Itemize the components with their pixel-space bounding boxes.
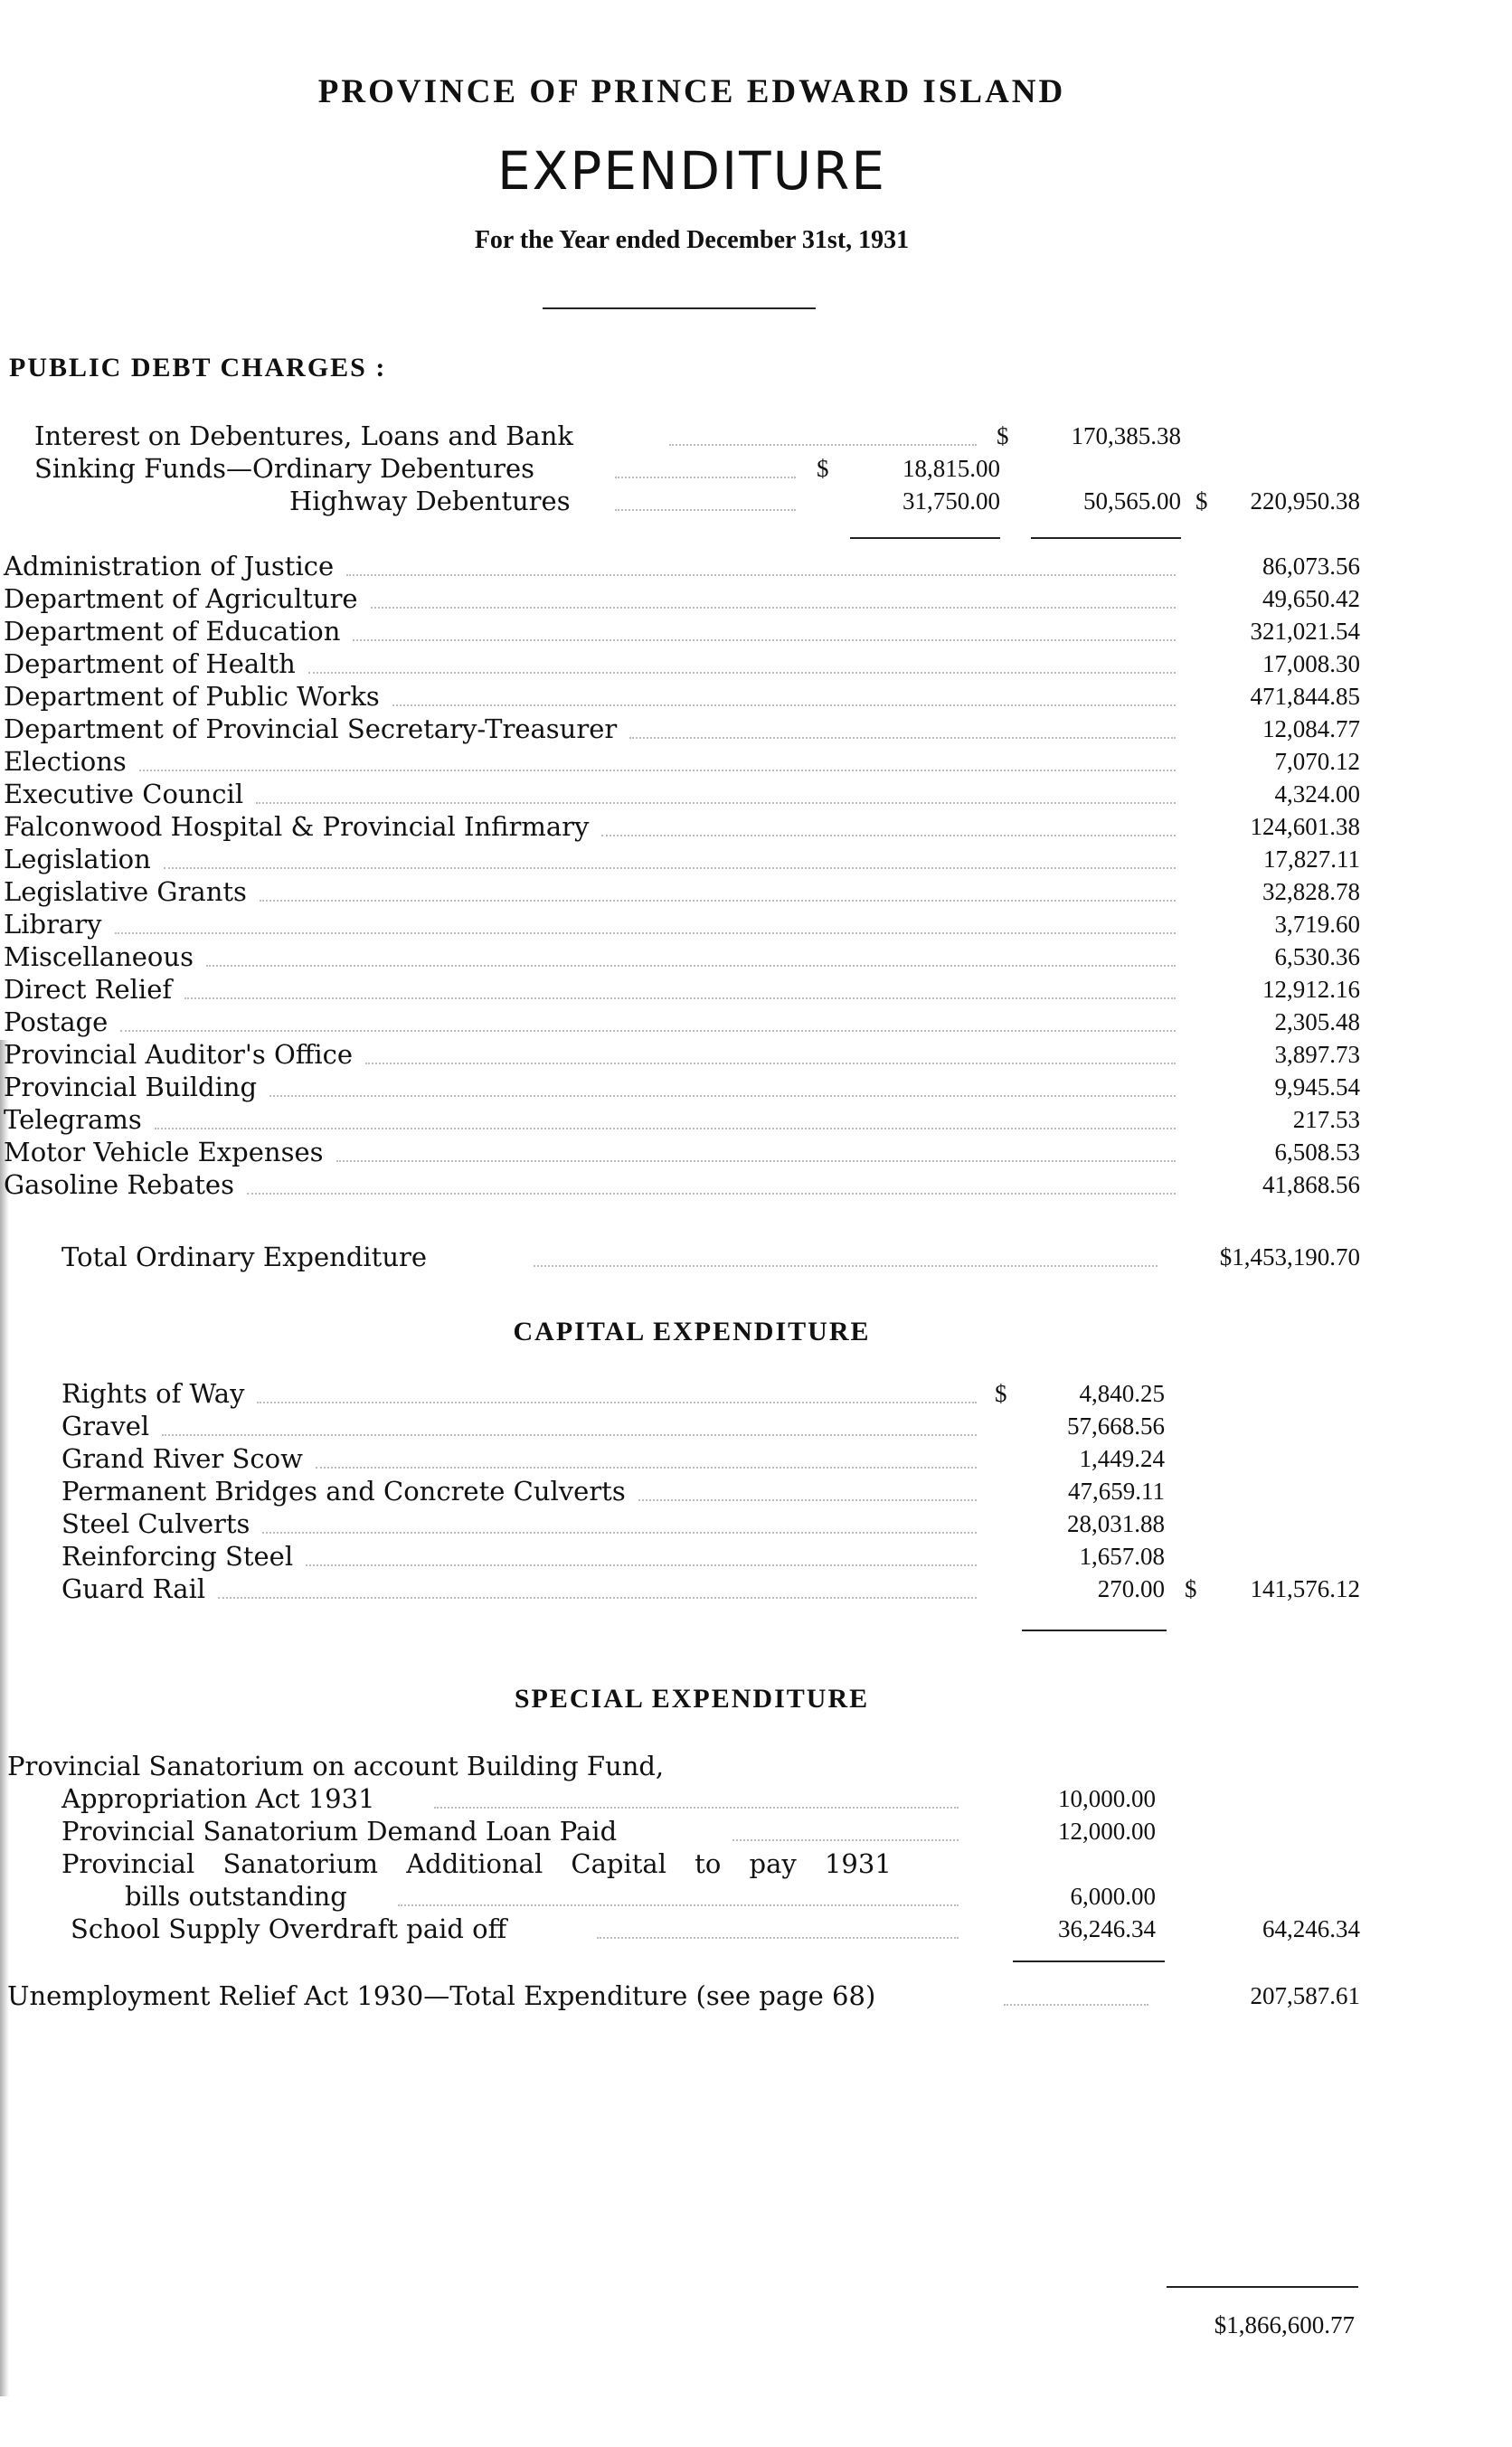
department-amount: 9,945.54 xyxy=(1274,1073,1360,1101)
public-debt-total: 220,950.38 xyxy=(1250,487,1360,515)
sinking-total-amount: 50,565.00 xyxy=(1083,487,1181,515)
page-title: EXPENDITURE xyxy=(497,140,886,202)
department-label: Direct Relief xyxy=(4,974,173,1005)
department-label: Provincial Building xyxy=(4,1072,258,1102)
department-label: Department of Agriculture xyxy=(4,583,358,614)
department-amount: 3,897.73 xyxy=(1274,1041,1360,1068)
special-heading: SPECIAL EXPENDITURE xyxy=(514,1684,870,1714)
department-label: Department of Education xyxy=(4,616,341,647)
dollar-sign: $ xyxy=(995,1380,1007,1407)
leader-dots xyxy=(218,1597,977,1599)
department-row xyxy=(0,779,1384,811)
capital-rule xyxy=(1022,1630,1167,1631)
special-line2 xyxy=(0,1783,1384,1816)
capital-label: Reinforcing Steel xyxy=(61,1541,294,1572)
leader-dots xyxy=(316,1467,977,1469)
capital-row xyxy=(0,1443,1384,1476)
special-rule xyxy=(1013,1960,1165,1962)
department-row xyxy=(0,1104,1384,1137)
department-amount: 32,828.78 xyxy=(1262,878,1360,905)
department-label: Library xyxy=(4,909,102,940)
department-row xyxy=(0,583,1384,616)
department-label: Gasoline Rebates xyxy=(4,1169,234,1200)
special-text: School Supply Overdraft paid off xyxy=(71,1913,507,1944)
department-label: Legislative Grants xyxy=(4,876,247,907)
capital-amount: 270.00 xyxy=(1097,1575,1165,1602)
capital-row xyxy=(0,1476,1384,1508)
department-row xyxy=(0,844,1384,876)
leader-dots xyxy=(120,1030,1176,1032)
department-amount: 12,912.16 xyxy=(1262,976,1360,1003)
department-amount: 12,084.77 xyxy=(1262,715,1360,742)
total-ordinary-label: Total Ordinary Expenditure xyxy=(61,1242,428,1272)
dollar-sign: $ xyxy=(997,422,1009,449)
special-line6 xyxy=(0,1913,1384,1946)
leader-dots xyxy=(257,1402,977,1403)
grand-total: $1,866,600.77 xyxy=(1214,2311,1355,2338)
special-text: Appropriation Act 1931 xyxy=(61,1783,375,1814)
special-line3 xyxy=(0,1816,1384,1848)
department-label: Administration of Justice xyxy=(4,551,335,581)
special-text: Provincial Sanatorium on account Building Fund, xyxy=(7,1751,665,1781)
department-row xyxy=(0,746,1384,779)
department-amount: 2,305.48 xyxy=(1274,1008,1360,1035)
public-debt-heading: PUBLIC DEBT CHARGES : xyxy=(9,353,387,383)
department-amount: 6,530.36 xyxy=(1274,943,1360,970)
leader-dots xyxy=(115,932,1176,934)
total-ordinary-amount: $1,453,190.70 xyxy=(1219,1243,1360,1271)
special-line1 xyxy=(0,1751,1384,1783)
interest-amount: 170,385.38 xyxy=(1071,422,1181,449)
department-row xyxy=(0,909,1384,941)
leader-dots xyxy=(638,1499,977,1501)
dollar-sign: $ xyxy=(1185,1575,1197,1602)
capital-label: Guard Rail xyxy=(61,1573,206,1604)
leader-dots xyxy=(308,672,1176,674)
department-row xyxy=(0,681,1384,713)
department-label: Postage xyxy=(4,1006,109,1037)
leader-dots xyxy=(206,965,1176,967)
department-amount: 7,070.12 xyxy=(1274,748,1360,775)
special-line4 xyxy=(0,1848,1384,1881)
capital-heading: CAPITAL EXPENDITURE xyxy=(513,1317,871,1346)
capital-amount: 4,840.25 xyxy=(1079,1380,1165,1407)
capital-row xyxy=(0,1508,1384,1541)
capital-row xyxy=(0,1411,1384,1443)
capital-amount: 47,659.11 xyxy=(1068,1478,1165,1505)
department-amount: 17,827.11 xyxy=(1263,846,1360,873)
page-subtitle: For the Year ended December 31st, 1931 xyxy=(474,226,910,254)
highway-label: Highway Debentures xyxy=(289,486,571,516)
department-amount: 4,324.00 xyxy=(1274,780,1360,808)
department-amount: 124,601.38 xyxy=(1250,813,1360,840)
department-label: Legislation xyxy=(4,844,151,874)
capital-label: Permanent Bridges and Concrete Culverts xyxy=(61,1476,626,1507)
header-rule xyxy=(543,307,816,309)
special-text: bills outstanding xyxy=(125,1881,347,1912)
leader-dots xyxy=(669,444,977,446)
leader-dots xyxy=(732,1839,959,1841)
department-row xyxy=(0,974,1384,1006)
department-amount: 6,508.53 xyxy=(1274,1138,1360,1166)
leader-dots xyxy=(1004,2004,1148,2006)
department-row xyxy=(0,551,1384,583)
capital-amount: 1,657.08 xyxy=(1079,1543,1165,1570)
department-label: Executive Council xyxy=(4,779,244,809)
total-ordinary-row xyxy=(0,1242,1384,1274)
special-amount: 12,000.00 xyxy=(1058,1818,1156,1845)
leader-dots xyxy=(155,1128,1176,1129)
capital-label: Grand River Scow xyxy=(61,1443,303,1474)
department-amount: 86,073.56 xyxy=(1262,553,1360,580)
leader-dots xyxy=(434,1807,959,1809)
leader-dots xyxy=(371,607,1176,609)
sinking-label: Sinking Funds—Ordinary Debentures xyxy=(34,453,535,484)
department-amount: 321,021.54 xyxy=(1250,618,1360,645)
department-label: Department of Public Works xyxy=(4,681,380,712)
department-row xyxy=(0,1169,1384,1202)
leader-dots xyxy=(365,1063,1176,1064)
leader-dots xyxy=(346,574,1176,576)
department-label: Department of Provincial Secretary-Treasurer xyxy=(4,713,618,744)
special-total: 64,246.34 xyxy=(1262,1915,1360,1942)
leader-dots xyxy=(615,509,796,511)
special-amount: 10,000.00 xyxy=(1058,1785,1156,1812)
department-row xyxy=(0,713,1384,746)
capital-row xyxy=(0,1541,1384,1573)
department-amount: 17,008.30 xyxy=(1262,650,1360,677)
province-heading: PROVINCE OF PRINCE EDWARD ISLAND xyxy=(317,73,1066,110)
unemployment-label: Unemployment Relief Act 1930—Total Expenditure (see page 68) xyxy=(7,1980,876,2011)
unemployment-amount: 207,587.61 xyxy=(1250,1982,1360,2009)
capital-label: Steel Culverts xyxy=(61,1508,250,1539)
capital-label: Gravel xyxy=(61,1411,150,1441)
capital-amount: 57,668.56 xyxy=(1067,1412,1165,1440)
special-line5 xyxy=(0,1881,1384,1913)
unemployment-row xyxy=(0,1980,1384,2013)
leader-dots xyxy=(184,997,1176,999)
department-amount: 471,844.85 xyxy=(1250,683,1360,710)
leader-dots xyxy=(534,1265,1158,1267)
dollar-sign: $ xyxy=(1195,487,1208,515)
capital-total: 141,576.12 xyxy=(1250,1575,1360,1602)
department-row xyxy=(0,941,1384,974)
department-label: Elections xyxy=(4,746,127,777)
department-amount: 3,719.60 xyxy=(1274,911,1360,938)
department-label: Department of Health xyxy=(4,648,296,679)
department-label: Falconwood Hospital & Provincial Infirmary xyxy=(4,811,590,842)
department-row xyxy=(0,648,1384,681)
interest-label: Interest on Debentures, Loans and Bank xyxy=(34,420,573,451)
leader-dots xyxy=(139,770,1176,771)
capital-label: Rights of Way xyxy=(61,1378,245,1409)
sinking-ordinary-row xyxy=(0,453,1384,486)
leader-dots xyxy=(353,639,1176,641)
leader-dots xyxy=(164,867,1176,869)
sinking-highway-row xyxy=(0,486,1384,518)
department-row xyxy=(0,1072,1384,1104)
leader-dots xyxy=(398,1904,959,1906)
special-amount: 36,246.34 xyxy=(1058,1915,1156,1942)
department-row xyxy=(0,811,1384,844)
capital-row xyxy=(0,1573,1384,1606)
department-label: Motor Vehicle Expenses xyxy=(4,1137,324,1167)
subtotal-rule xyxy=(850,537,1000,539)
capital-amount: 28,031.88 xyxy=(1067,1510,1165,1537)
special-text: Provincial Sanatorium Additional Capital to pay 1931 xyxy=(61,1848,892,1879)
leader-dots xyxy=(269,1095,1176,1097)
leader-dots xyxy=(162,1434,977,1436)
department-label: Miscellaneous xyxy=(4,941,194,972)
leader-dots xyxy=(392,704,1176,706)
sinking-highway-amount: 31,750.00 xyxy=(902,487,1000,515)
leader-dots xyxy=(601,835,1176,836)
department-row xyxy=(0,876,1384,909)
leader-dots xyxy=(247,1193,1176,1195)
grand-total-box xyxy=(1167,2286,1358,2340)
leader-dots xyxy=(262,1532,977,1534)
special-text: Provincial Sanatorium Demand Loan Paid xyxy=(61,1816,618,1847)
capital-amount: 1,449.24 xyxy=(1079,1445,1165,1472)
department-amount: 217.53 xyxy=(1292,1106,1360,1133)
department-amount: 49,650.42 xyxy=(1262,585,1360,612)
leader-dots xyxy=(629,737,1176,739)
department-label: Telegrams xyxy=(4,1104,142,1135)
leader-dots xyxy=(260,900,1176,902)
leader-dots xyxy=(306,1564,977,1566)
leader-dots xyxy=(615,477,796,478)
special-amount: 6,000.00 xyxy=(1070,1883,1156,1910)
interest-row xyxy=(0,420,1384,453)
dollar-sign: $ xyxy=(817,455,829,482)
subtotal-rule xyxy=(1031,537,1181,539)
leader-dots xyxy=(256,802,1176,804)
capital-row xyxy=(0,1378,1384,1411)
department-row xyxy=(0,616,1384,648)
department-row xyxy=(0,1039,1384,1072)
sinking-ordinary-amount: 18,815.00 xyxy=(902,455,1000,482)
department-row xyxy=(0,1006,1384,1039)
leader-dots xyxy=(336,1160,1176,1162)
department-amount: 41,868.56 xyxy=(1262,1171,1360,1198)
leader-dots xyxy=(597,1937,959,1939)
department-row xyxy=(0,1137,1384,1169)
department-label: Provincial Auditor's Office xyxy=(4,1039,354,1070)
